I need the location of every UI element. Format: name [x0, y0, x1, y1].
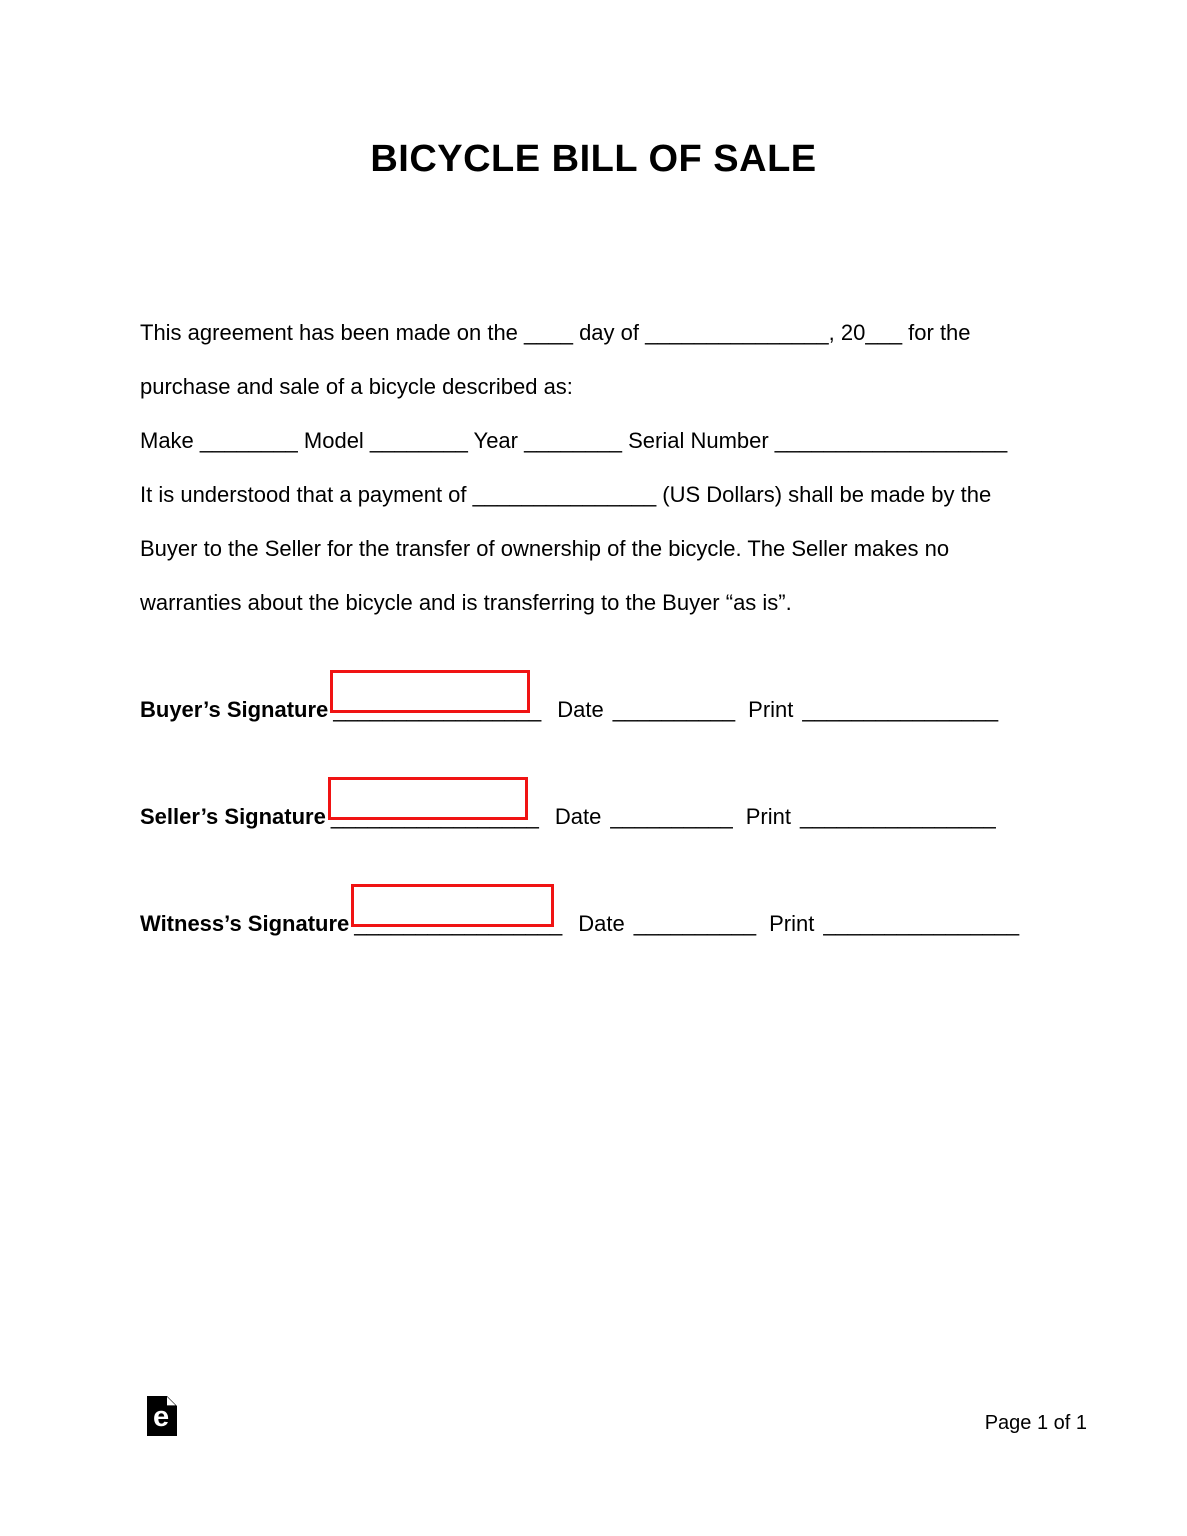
seller-print-blank: ________________	[799, 804, 996, 829]
page-indicator: Page 1 of 1	[984, 1412, 1087, 1434]
buyer-print-label: Print	[748, 697, 794, 722]
body-line-payment: It is understood that a payment of _______________ (US Dollars) shall be made by the	[140, 482, 992, 507]
witness-signature-row	[140, 911, 1019, 937]
witness-print-label: Print	[769, 911, 815, 936]
body-line-make-model-year-serial: Make ________ Model ________ Year ________ Serial Number ___________________	[140, 428, 1008, 453]
seller-signature-row	[140, 804, 996, 830]
buyer-signature-blank	[333, 697, 541, 723]
seller-signature-line: _________________	[330, 804, 539, 829]
buyer-date-blank: __________	[612, 697, 736, 722]
seller-signature-blank	[331, 804, 539, 830]
seller-signature-field-highlight[interactable]	[328, 777, 528, 820]
buyer-print-blank: ________________	[802, 697, 999, 722]
witness-signature-blank	[354, 911, 562, 937]
seller-date-blank: __________	[610, 804, 733, 829]
buyer-signature-row	[140, 697, 998, 723]
document-title: BICYCLE BILL OF SALE	[370, 138, 817, 180]
witness-date-label: Date	[578, 911, 625, 936]
buyer-signature-line: _________________	[333, 697, 542, 722]
witness-signature-field-highlight[interactable]	[351, 884, 554, 927]
agreement-body	[140, 306, 1057, 630]
seller-signature-label: Seller’s Signature	[140, 804, 326, 829]
body-line-agreement-date: This agreement has been made on the ____ day of _______________, 20___ for the	[140, 320, 971, 345]
buyer-signature-field-highlight[interactable]	[330, 670, 530, 713]
body-line-warranties: warranties about the bicycle and is transferring to the Buyer “as is”.	[140, 590, 792, 615]
body-line-transfer: Buyer to the Seller for the transfer of ownership of the bicycle. The Seller makes no	[140, 536, 950, 561]
seller-print-label: Print	[745, 804, 791, 829]
witness-print-blank: ________________	[823, 911, 1020, 936]
witness-signature-label: Witness’s Signature	[140, 911, 350, 936]
witness-signature-line: _________________	[354, 911, 563, 936]
body-line-purchase-sale: purchase and sale of a bicycle described as:	[140, 374, 573, 399]
buyer-date-label: Date	[557, 697, 604, 722]
witness-date-blank: __________	[633, 911, 757, 936]
buyer-signature-label: Buyer’s Signature	[140, 697, 329, 722]
eforms-logo-letter: e	[153, 1401, 170, 1433]
eforms-logo-icon	[147, 1396, 177, 1436]
seller-date-label: Date	[554, 804, 602, 829]
